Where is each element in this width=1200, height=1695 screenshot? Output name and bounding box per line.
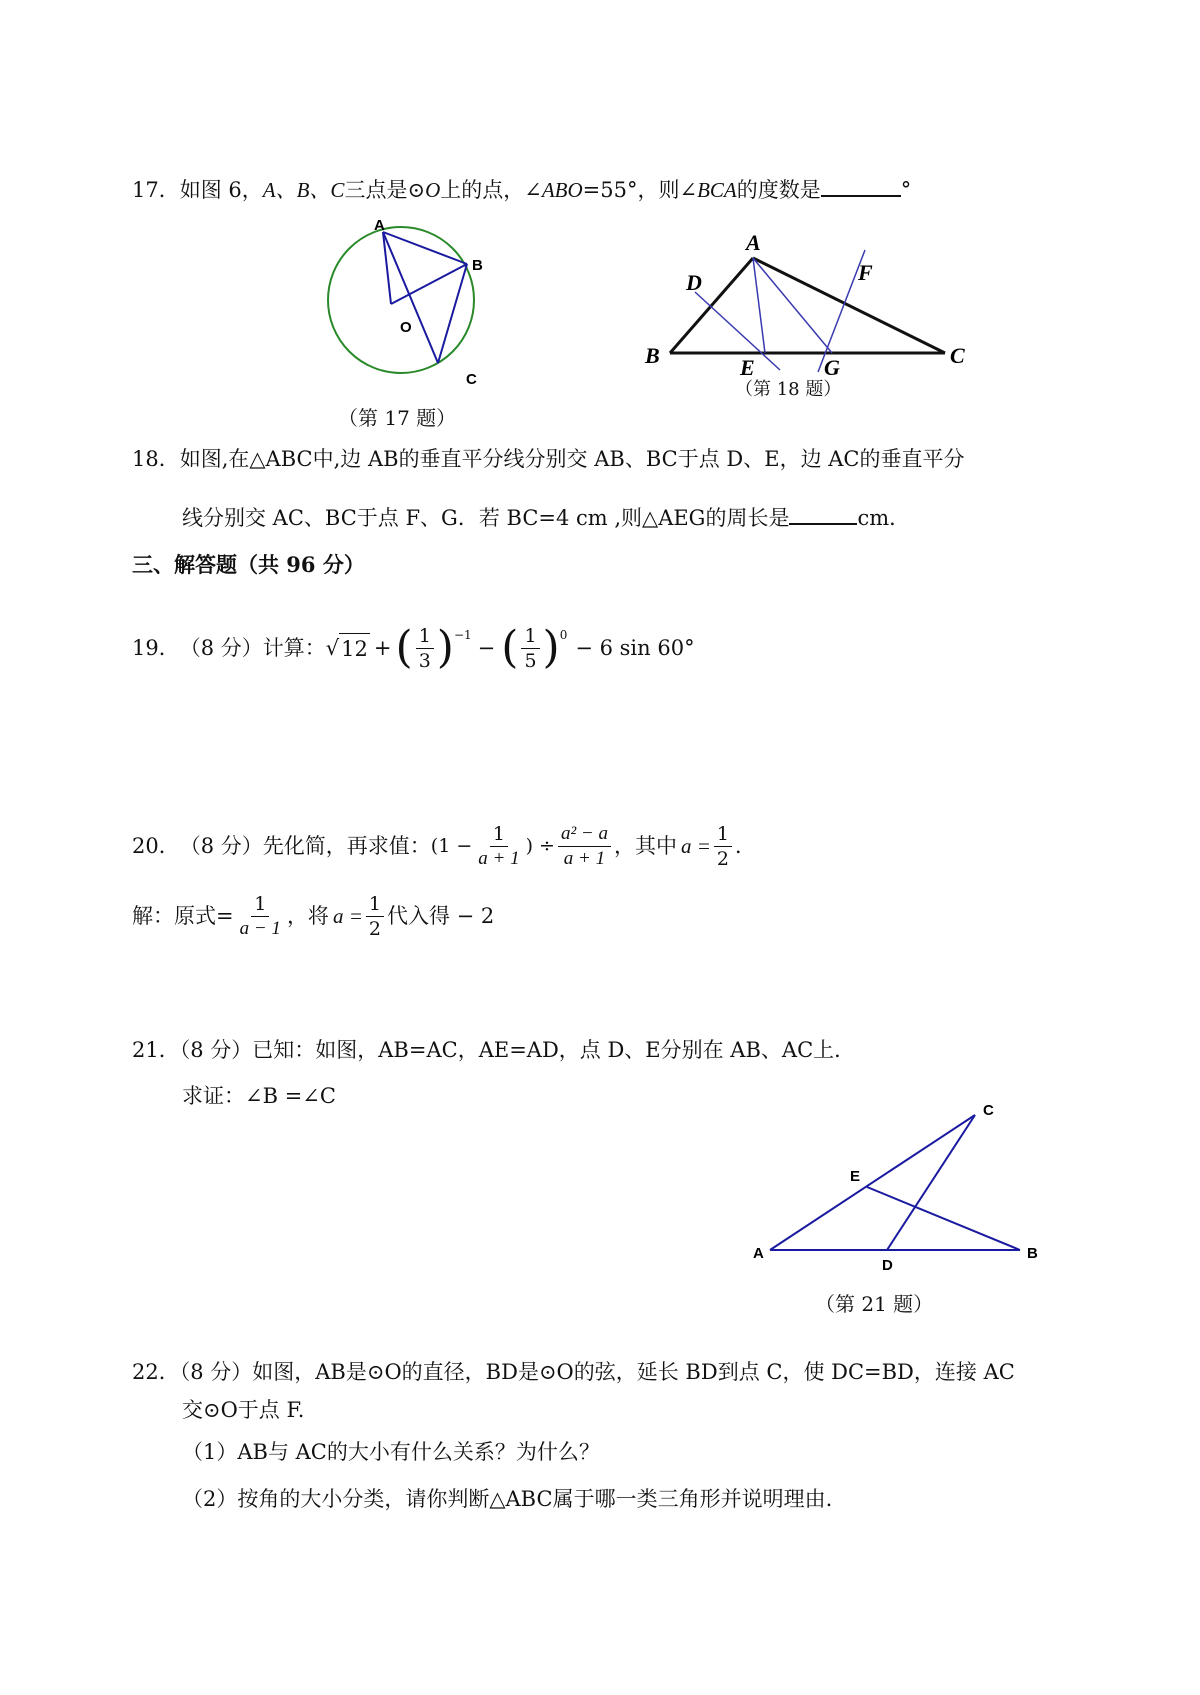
answer-blank[interactable] xyxy=(789,501,857,525)
segment-eb xyxy=(867,1187,1020,1250)
fraction xyxy=(714,822,732,871)
question-19 xyxy=(132,618,695,678)
figure-17-caption: （第 17 题） xyxy=(338,406,457,430)
paren-left: ( xyxy=(395,622,413,673)
fraction xyxy=(366,892,384,941)
segment-bc xyxy=(438,264,467,363)
paren-right: ) xyxy=(542,622,560,673)
label-c: C xyxy=(466,371,477,388)
q20-solution xyxy=(132,888,494,944)
question-18-line-2 xyxy=(182,501,910,533)
segment-ac xyxy=(753,258,945,353)
label-o: O xyxy=(400,319,412,336)
q20-solution-text: ，将 xyxy=(286,904,329,928)
paren-right: ) xyxy=(436,622,454,673)
label-c: C xyxy=(983,1102,994,1119)
denominator: 5 xyxy=(524,649,537,672)
numerator: 1 xyxy=(416,624,434,649)
fraction xyxy=(521,624,539,673)
question-number: 21． xyxy=(132,1038,180,1062)
operator: + xyxy=(373,636,392,660)
q17-text: 三点是⊙ xyxy=(344,178,426,202)
q18-unit: cm． xyxy=(857,506,911,530)
q17-unit: ° xyxy=(900,178,912,202)
q17-text: 如图 6， xyxy=(179,178,263,202)
label-b: B xyxy=(1027,1245,1038,1262)
segment-ob xyxy=(391,264,467,304)
numerator: 1 xyxy=(714,822,732,847)
question-21-line-1 xyxy=(132,1035,855,1065)
numerator: 1 xyxy=(490,822,508,847)
numerator: 1 xyxy=(366,892,384,917)
q20-solution-text: 解：原式= xyxy=(132,904,234,928)
q20-open: (1 − xyxy=(430,835,473,857)
label-a: A xyxy=(753,1245,764,1262)
label-b: B xyxy=(645,343,660,368)
q20-text: （8 分）先化简，再求值： xyxy=(179,834,431,858)
question-18-line-1 xyxy=(132,444,964,474)
numerator: 1 xyxy=(251,892,269,917)
denominator: 2 xyxy=(368,917,381,940)
q22-text: （8 分）如图，AB是⊙O的直径，BD是⊙O的弦，延长 BD到点 C，使 DC=BD，连接 AC xyxy=(179,1360,1015,1384)
label-f: F xyxy=(858,260,873,285)
q17-text: 的度数是 xyxy=(736,178,821,202)
circle-o xyxy=(328,227,474,373)
figure-21 xyxy=(745,1095,1045,1275)
fraction xyxy=(416,624,434,673)
question-22-line-1 xyxy=(132,1357,1015,1387)
question-21-line-2: 求证：∠B =∠C xyxy=(182,1084,336,1108)
label-c: C xyxy=(950,343,965,368)
label-e: E xyxy=(850,1168,861,1185)
segment-ab xyxy=(383,232,467,264)
q20-close: ) ÷ xyxy=(525,835,555,857)
sqrt-radicand: 12 xyxy=(339,633,370,664)
exponent: −1 xyxy=(453,628,472,642)
denominator: a + 1 xyxy=(478,847,520,869)
label-d: D xyxy=(882,1257,893,1274)
denominator: a + 1 xyxy=(563,847,606,869)
q17-circle-o: O xyxy=(425,178,441,202)
question-22-line-2: 交⊙O于点 F. xyxy=(182,1398,305,1422)
q19-text: （8 分）计算： xyxy=(179,636,326,660)
label-a: A xyxy=(374,217,385,234)
q17-text: 上的点，∠ xyxy=(440,178,542,202)
q19-tail: − 6 sin 60° xyxy=(575,636,695,660)
section-heading: 三、解答题（共 96 分） xyxy=(132,552,365,577)
q20-a-equals: a = xyxy=(680,834,711,858)
denominator: 2 xyxy=(716,847,729,870)
segment-cd xyxy=(887,1115,975,1250)
q17-text: =55°，则∠ xyxy=(582,178,698,202)
fraction xyxy=(558,822,611,871)
segment-ae xyxy=(753,258,765,353)
fraction xyxy=(475,822,522,871)
figure-17 xyxy=(320,217,500,400)
label-d: D xyxy=(686,270,702,295)
q18-text: 线分别交 AC、BC于点 F、G．若 BC=4 cm ,则△AEG的周长是 xyxy=(182,506,790,530)
figure-18-caption: （第 18 题） xyxy=(735,379,842,400)
question-22-part-1: （1）AB与 AC的大小有什么关系？为什么？ xyxy=(182,1440,600,1464)
label-b: B xyxy=(472,257,483,274)
question-number: 22． xyxy=(132,1360,180,1384)
numerator: a² − a xyxy=(558,822,611,847)
segment-ag xyxy=(753,258,832,353)
label-a: A xyxy=(746,230,761,255)
label-g: G xyxy=(824,355,840,380)
figure-21-caption: （第 21 题） xyxy=(815,1292,934,1316)
answer-blank[interactable] xyxy=(821,173,901,197)
perp-bisector-ab xyxy=(695,292,780,370)
question-number: 19． xyxy=(132,636,180,660)
question-22-part-2: （2）按角的大小分类，请你判断△ABC属于哪一类三角形并说明理由. xyxy=(182,1487,833,1511)
q20-end: ． xyxy=(735,834,756,858)
question-number: 18． xyxy=(132,447,180,471)
q17-points: A、B、C xyxy=(262,178,345,202)
question-17 xyxy=(132,173,911,205)
q20-text: ，其中 xyxy=(613,834,677,858)
exponent: 0 xyxy=(559,628,568,642)
sqrt-sign: √ xyxy=(325,636,340,660)
label-e: E xyxy=(740,355,755,380)
q17-angle-abo: ABO xyxy=(541,178,583,202)
paren-left: ( xyxy=(501,622,519,673)
fraction xyxy=(237,892,284,941)
question-number: 20． xyxy=(132,834,180,858)
q17-angle-bca: BCA xyxy=(697,178,737,202)
q20-solution-text: 代入得 − 2 xyxy=(386,904,495,928)
q21-text: （8 分）已知：如图，AB=AC，AE=AD，点 D、E分别在 AB、AC上． xyxy=(179,1038,856,1062)
question-20 xyxy=(132,818,756,874)
question-number: 17． xyxy=(132,178,180,202)
q20-a-equals: a = xyxy=(332,904,363,928)
denominator: a − 1 xyxy=(239,917,281,939)
segment-ac xyxy=(770,1115,975,1250)
segment-ab xyxy=(670,258,753,353)
denominator: 3 xyxy=(418,649,431,672)
operator: − xyxy=(477,636,496,660)
numerator: 1 xyxy=(521,624,539,649)
q18-text: 如图,在△ABC中,边 AB的垂直平分线分别交 AB、BC于点 D、E，边 AC的垂直平分 xyxy=(179,447,965,471)
